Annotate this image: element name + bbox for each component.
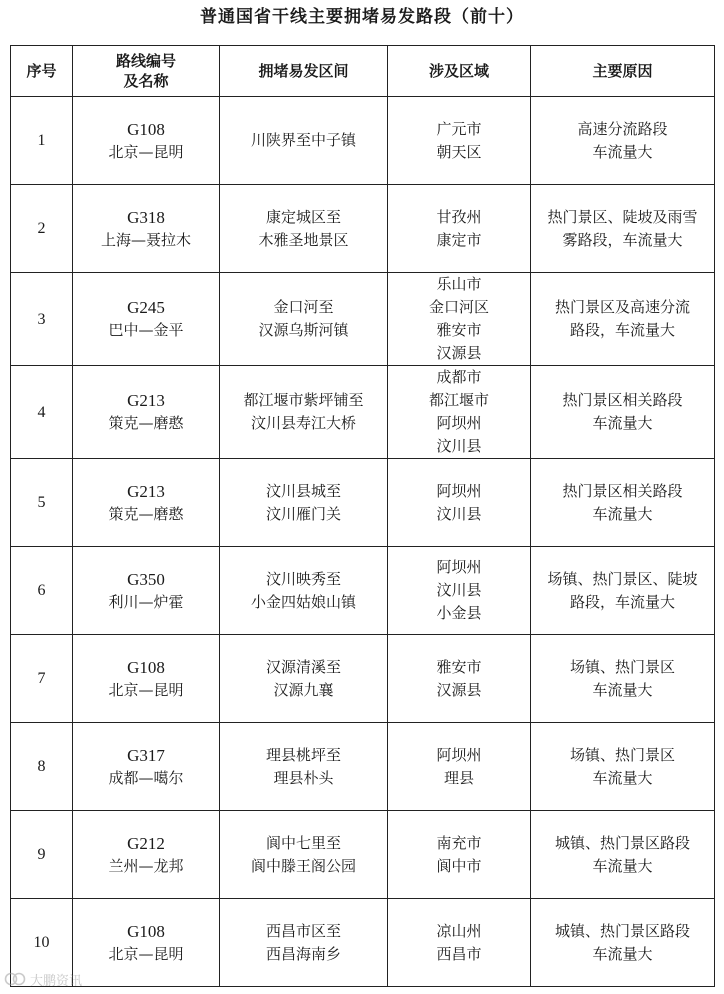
area-line: 理县: [443, 768, 474, 787]
cell-route: [73, 723, 220, 811]
header-seq: 序号: [11, 46, 73, 97]
area-line: 汉源县: [436, 680, 482, 699]
cell-reason: [531, 723, 715, 811]
reason-line: 车流量大: [592, 680, 653, 699]
cell-seq: [11, 635, 73, 723]
seq-number: 6: [37, 582, 46, 599]
route-name: 北京—昆明: [108, 142, 184, 161]
area-line: 乐山市: [436, 275, 482, 293]
section-line: 汉源九襄: [273, 680, 334, 699]
area-line: 阿坝州: [436, 481, 482, 500]
area-line: 小金县: [436, 604, 482, 622]
cell-seq: [11, 366, 73, 459]
route-code: G108: [127, 119, 165, 139]
seq-number: 2: [37, 220, 46, 237]
route-name: 上海—聂拉木: [100, 230, 191, 249]
section-line: 川陕界至中子镇: [250, 131, 356, 149]
table-row: [11, 723, 715, 811]
cell-section: [220, 899, 388, 987]
cell-area: [388, 635, 531, 723]
route-code: G108: [127, 921, 165, 941]
reason-line: 热门景区相关路段: [562, 481, 683, 500]
area-line: 汶川县: [436, 437, 482, 455]
route-code: G350: [127, 569, 165, 589]
cell-area: [388, 97, 531, 185]
cell-seq: [11, 547, 73, 635]
cell-section: [220, 459, 388, 547]
section-line: 西昌海南乡: [265, 944, 341, 963]
watermark: [4, 968, 82, 990]
table-row: [11, 273, 715, 366]
section-line: 汶川县城至: [265, 481, 341, 500]
area-line: 雅安市: [436, 321, 482, 339]
route-code: G212: [127, 833, 165, 853]
cell-reason: [531, 811, 715, 899]
reason-line: 车流量大: [592, 768, 653, 787]
table-row: [11, 459, 715, 547]
cell-area: [388, 723, 531, 811]
congestion-table: [10, 45, 715, 987]
header-route-line: 路线编号: [115, 52, 176, 70]
table-header-row: [11, 46, 715, 97]
seq-number: 1: [37, 132, 46, 149]
cell-seq: [11, 185, 73, 273]
cell-section: [220, 635, 388, 723]
area-line: 雅安市: [436, 657, 482, 676]
watermark-logo-icon: [4, 970, 26, 988]
seq-number: 7: [37, 670, 46, 687]
reason-line: 场镇、热门景区: [569, 657, 675, 676]
route-name: 成都—噶尔: [108, 768, 184, 787]
reason-line: 热门景区及高速分流: [554, 298, 690, 316]
route-name: 利川—炉霍: [108, 592, 184, 611]
section-line: 汶川映秀至: [265, 569, 341, 588]
area-line: 阆中市: [436, 856, 482, 875]
seq-number: 10: [33, 934, 50, 951]
route-code: G213: [127, 391, 165, 410]
reason-line: 高速分流路段: [577, 119, 668, 138]
reason-line: 雾路段，车流量大: [562, 230, 683, 249]
cell-seq: [11, 273, 73, 366]
section-line: 理县朴头: [273, 768, 334, 787]
cell-section: [220, 811, 388, 899]
table-row: [11, 366, 715, 459]
route-code: G245: [127, 298, 165, 317]
cell-area: [388, 811, 531, 899]
cell-section: [220, 273, 388, 366]
table-row: [11, 811, 715, 899]
route-name: 策克—磨憨: [108, 504, 184, 523]
cell-route: [73, 899, 220, 987]
section-line: 汉源清溪至: [265, 657, 341, 676]
area-line: 西昌市: [436, 944, 482, 963]
cell-reason: [531, 185, 715, 273]
cell-reason: [531, 273, 715, 366]
section-line: 小金四姑娘山镇: [250, 592, 356, 611]
table-row: [11, 635, 715, 723]
section-line: 西昌市区至: [265, 921, 341, 940]
route-name: 策克—磨憨: [108, 414, 184, 432]
cell-seq: [11, 811, 73, 899]
reason-line: 热门景区相关路段: [562, 391, 683, 409]
cell-area: [388, 185, 531, 273]
area-line: 甘孜州: [436, 207, 482, 226]
route-name: 北京—昆明: [108, 944, 184, 963]
route-name: 北京—昆明: [108, 680, 184, 699]
cell-route: [73, 811, 220, 899]
cell-area: [388, 899, 531, 987]
section-line: 汉源乌斯河镇: [258, 321, 349, 339]
cell-route: [73, 97, 220, 185]
reason-line: 场镇、热门景区、陡坡: [547, 569, 698, 588]
cell-section: [220, 723, 388, 811]
seq-number: 4: [37, 403, 46, 421]
cell-section: [220, 97, 388, 185]
cell-area: [388, 273, 531, 366]
area-line: 金口河区: [428, 298, 489, 316]
section-line: 康定城区至: [265, 207, 341, 226]
reason-line: 场镇、热门景区: [569, 745, 675, 764]
reason-line: 车流量大: [592, 414, 653, 432]
area-line: 康定市: [436, 230, 482, 249]
area-line: 阿坝州: [436, 745, 482, 764]
area-line: 凉山州: [436, 921, 482, 940]
seq-number: 3: [37, 310, 46, 328]
section-line: 木雅圣地景区: [258, 230, 349, 249]
reason-line: 路段，车流量大: [569, 592, 675, 611]
area-line: 南充市: [436, 833, 482, 852]
cell-route: [73, 459, 220, 547]
area-line: 都江堰市: [428, 391, 489, 409]
cell-route: [73, 366, 220, 459]
table-body: [11, 97, 715, 987]
cell-route: [73, 273, 220, 366]
route-code: G317: [127, 745, 165, 765]
cell-reason: [531, 459, 715, 547]
table-row: [11, 185, 715, 273]
cell-section: [220, 185, 388, 273]
area-line: 阿坝州: [436, 414, 482, 432]
header-route: [73, 46, 220, 97]
route-name: 巴中—金平: [108, 321, 184, 339]
reason-line: 路段，车流量大: [569, 321, 675, 339]
cell-area: [388, 547, 531, 635]
cell-seq: [11, 97, 73, 185]
cell-section: [220, 366, 388, 459]
cell-section: [220, 547, 388, 635]
header-route-line: 及名称: [123, 72, 169, 90]
section-line: 汶川县寿江大桥: [250, 414, 356, 432]
reason-line: 热门景区、陡坡及雨雪: [547, 207, 698, 226]
section-line: 理县桃坪至: [265, 745, 341, 764]
cell-route: [73, 635, 220, 723]
section-line: 阆中七里至: [265, 833, 341, 852]
area-line: 广元市: [436, 119, 482, 138]
seq-number: 8: [37, 758, 46, 775]
section-line: 金口河至: [273, 298, 334, 316]
route-name: 兰州—龙邦: [108, 856, 184, 875]
cell-seq: [11, 723, 73, 811]
table-row: [11, 97, 715, 185]
header-area: 涉及区域: [388, 46, 531, 97]
area-line: 汶川县: [436, 504, 482, 523]
reason-line: 车流量大: [592, 504, 653, 523]
cell-route: [73, 185, 220, 273]
reason-line: 城镇、热门景区路段: [554, 921, 690, 940]
area-line: 朝天区: [436, 142, 482, 161]
route-code: G318: [127, 207, 165, 227]
cell-reason: [531, 547, 715, 635]
cell-route: [73, 547, 220, 635]
area-line: 汉源县: [436, 344, 482, 362]
reason-line: 车流量大: [592, 944, 653, 963]
route-code: G213: [127, 481, 165, 501]
cell-reason: [531, 97, 715, 185]
reason-line: 车流量大: [592, 856, 653, 875]
cell-reason: [531, 366, 715, 459]
section-line: 阆中滕王阁公园: [250, 856, 356, 875]
area-line: 阿坝州: [436, 558, 482, 576]
cell-area: [388, 459, 531, 547]
page-title: 普通国省干线主要拥堵易发路段（前十）: [200, 7, 524, 27]
area-line: 汶川县: [436, 581, 482, 599]
seq-number: 9: [37, 846, 46, 863]
cell-reason: [531, 899, 715, 987]
reason-line: 城镇、热门景区路段: [554, 833, 690, 852]
cell-reason: [531, 635, 715, 723]
watermark-text: 大鹏资讯: [30, 973, 83, 989]
seq-number: 5: [37, 494, 46, 511]
section-line: 都江堰市紫坪铺至: [243, 391, 364, 409]
section-line: 汶川雁门关: [265, 504, 341, 523]
area-line: 成都市: [436, 368, 482, 386]
route-code: G108: [127, 657, 165, 677]
reason-line: 车流量大: [592, 142, 653, 161]
cell-seq: [11, 459, 73, 547]
header-section: 拥堵易发区间: [220, 46, 388, 97]
table-row: [11, 899, 715, 987]
cell-area: [388, 366, 531, 459]
header-reason: 主要原因: [531, 46, 715, 97]
table-row: [11, 547, 715, 635]
